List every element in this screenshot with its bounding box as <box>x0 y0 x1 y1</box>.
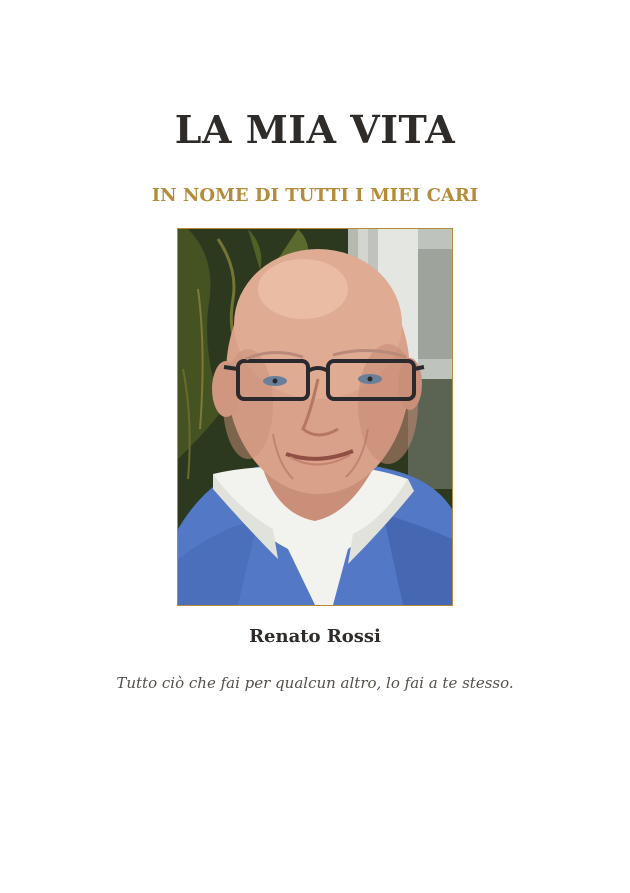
author-name: Renato Rossi <box>249 626 381 647</box>
book-title: LA MIA VITA <box>174 107 456 152</box>
epigraph-quote: Tutto ciò che fai per qualcun altro, lo fai a te stesso. <box>116 674 514 692</box>
portrait-illustration <box>178 229 452 605</box>
author-portrait <box>177 228 453 606</box>
book-subtitle: IN NOME DI TUTTI I MIEI CARI <box>151 185 479 206</box>
